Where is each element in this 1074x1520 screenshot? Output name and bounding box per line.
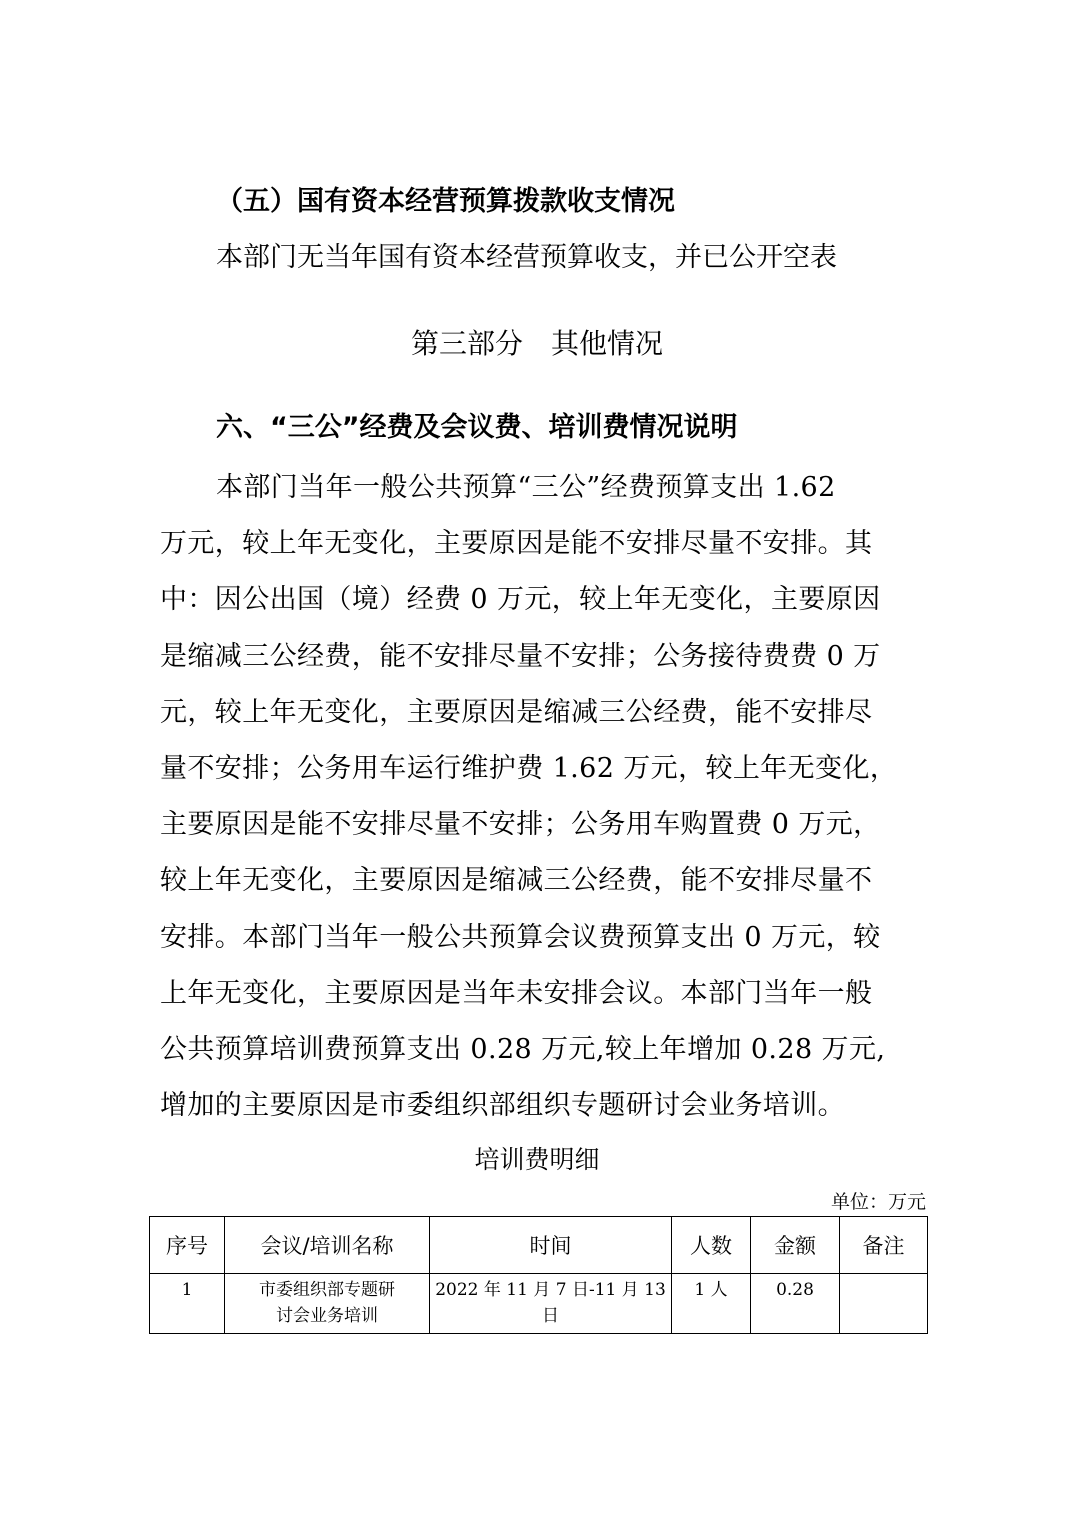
paragraph-line: 增加的主要原因是市委组织部组织专题研讨会业务培训。 bbox=[160, 1090, 845, 1122]
paragraph-line: 量不安排；公务用车运行维护费 1.62 万元，较上年无变化， bbox=[160, 753, 898, 785]
table-unit-label: 单位：万元 bbox=[830, 1191, 926, 1213]
training-expense-table bbox=[149, 1216, 928, 1334]
paragraph-line: 万元，较上年无变化，主要原因是能不安排尽量不安排。其 bbox=[160, 528, 873, 560]
section-heading-five: （五）国有资本经营预算拨款收支情况 bbox=[216, 186, 675, 217]
paragraph-line: 元，较上年无变化，主要原因是缩减三公经费，能不安排尽 bbox=[160, 696, 873, 728]
cell-name bbox=[225, 1274, 430, 1334]
cell-name-line: 讨会业务培训 bbox=[276, 1306, 378, 1326]
header-people: 人数 bbox=[672, 1217, 751, 1274]
paragraph-line: 公共预算培训费预算支出 0.28 万元,较上年增加 0.28 万元, bbox=[160, 1034, 886, 1066]
header-index: 序号 bbox=[150, 1217, 225, 1274]
part-three-heading: 第三部分 其他情况 bbox=[410, 327, 663, 360]
cell-name-line: 市委组织部专题研 bbox=[259, 1280, 395, 1300]
paragraph-line: 较上年无变化，主要原因是缩减三公经费，能不安排尽量不 bbox=[160, 865, 873, 897]
paragraph-line: 上年无变化，主要原因是当年未安排会议。本部门当年一般 bbox=[160, 977, 873, 1009]
paragraph-line: 主要原因是能不安排尽量不安排；公务用车购置费 0 万元， bbox=[160, 809, 881, 841]
cell-time bbox=[430, 1274, 672, 1334]
table-header-row bbox=[150, 1217, 928, 1274]
header-remark: 备注 bbox=[840, 1217, 928, 1274]
table-row bbox=[150, 1274, 928, 1334]
cell-people: 1 人 bbox=[672, 1274, 751, 1334]
expense-explanation-paragraph bbox=[160, 460, 926, 1134]
paragraph-line: 中：因公出国（境）经费 0 万元，较上年无变化，主要原因 bbox=[160, 584, 881, 616]
header-time: 时间 bbox=[430, 1217, 672, 1274]
paragraph-line: 安排。本部门当年一般公共预算会议费预算支出 0 万元，较 bbox=[160, 921, 881, 953]
cell-time-line: 日 bbox=[542, 1306, 559, 1326]
cell-time-line: 2022 年 11 月 7 日-11 月 13 bbox=[435, 1280, 666, 1300]
section-five-text: 本部门无当年国有资本经营预算收支，并已公开空表 bbox=[216, 242, 837, 273]
cell-remark bbox=[840, 1274, 928, 1334]
cell-amount: 0.28 bbox=[751, 1274, 840, 1334]
table-title: 培训费明细 bbox=[474, 1145, 600, 1174]
section-heading-six: 六、“三公”经费及会议费、培训费情况说明 bbox=[216, 412, 738, 443]
paragraph-line: 本部门当年一般公共预算“三公”经费预算支出 1.62 bbox=[216, 472, 836, 503]
paragraph-line: 是缩减三公经费，能不安排尽量不安排；公务接待费费 0 万 bbox=[160, 640, 881, 672]
header-name: 会议/培训名称 bbox=[225, 1217, 430, 1274]
cell-index: 1 bbox=[150, 1274, 225, 1334]
header-amount: 金额 bbox=[751, 1217, 840, 1274]
